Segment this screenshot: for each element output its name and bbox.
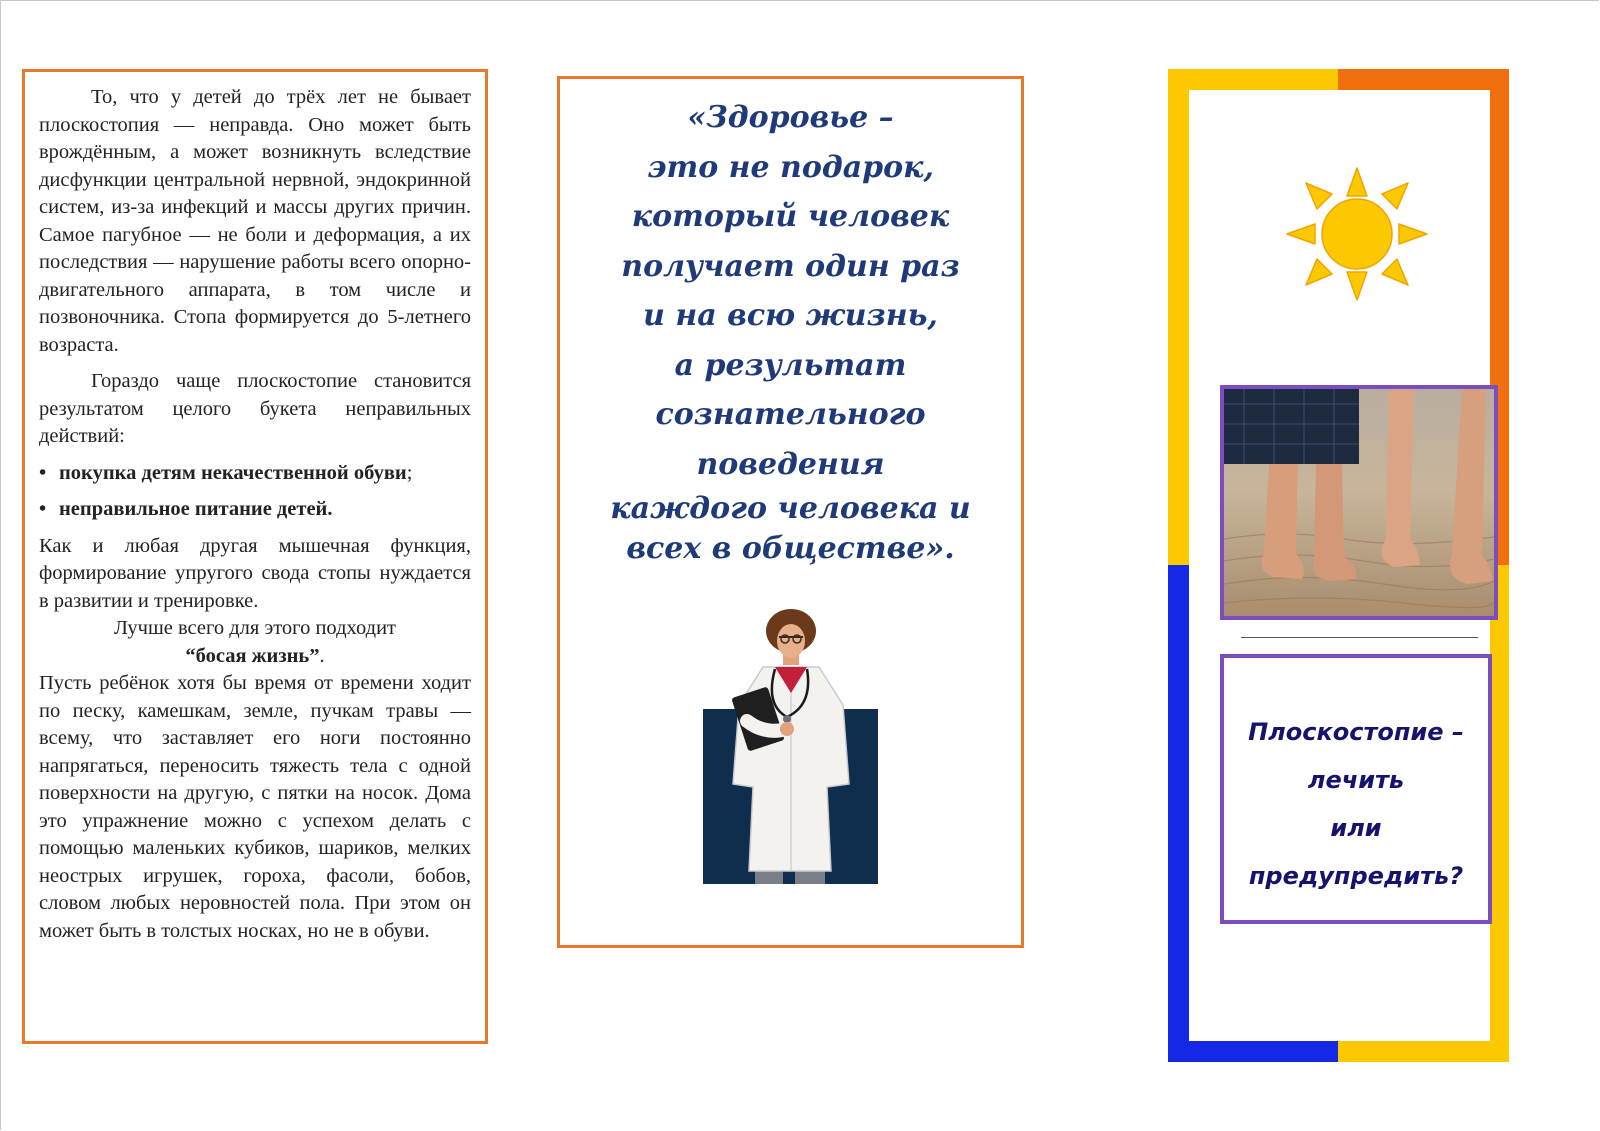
best-way-text: Лучше всего для этого подходит bbox=[113, 617, 396, 639]
barefoot-life-punct: . bbox=[319, 644, 325, 667]
quote-line: каждого человека и bbox=[610, 491, 971, 526]
paragraph-congenital: То, что у детей до трёх лет не бывает плоскостопия — неправда. Оно может быть врождённым, а может возникнуть вследствие дисфункции центральной нервной, эндокринной систем, из-за инфекций и массы других причин. Самое пагубное — не боли и деформация, а их последствия — нарушение работы всего опорно-двигательного аппарата, в том числе и позвоночника. Стопа формируется до 5-летнего возраста. bbox=[39, 86, 471, 356]
feet-photo-image bbox=[1224, 389, 1494, 616]
list-item-shoes-text: покупка детям некачественной обуви bbox=[59, 461, 407, 484]
title-line: Плоскостопие – bbox=[1248, 718, 1464, 746]
frame-blue-left-lower bbox=[1168, 565, 1189, 1062]
barefoot-life-text: “босая жизнь” bbox=[185, 644, 320, 667]
title-line: лечить bbox=[1307, 766, 1405, 794]
causes-list bbox=[39, 460, 471, 524]
doctor-illustration bbox=[703, 609, 878, 884]
quote-line: а результат bbox=[674, 347, 907, 383]
quote-line: который человек bbox=[631, 199, 950, 234]
left-panel bbox=[22, 69, 488, 1044]
quote-line: и на всю жизнь, bbox=[643, 298, 938, 333]
quote-line: «Здоровье – bbox=[687, 100, 894, 135]
cover-panel bbox=[1168, 69, 1509, 1062]
frame-yellow-left-upper bbox=[1168, 69, 1189, 565]
quote-line: это не подарок, bbox=[647, 149, 934, 185]
title-line: предупредить? bbox=[1248, 862, 1464, 890]
quote-line: получает один раз bbox=[621, 248, 960, 284]
quote-line: поведения bbox=[696, 446, 885, 482]
title-box bbox=[1220, 654, 1492, 924]
feet-photo bbox=[1220, 385, 1498, 620]
paragraph-training: Как и любая другая мышечная функция, формирование упругого свода стопы нуждается в развитии и тренировке. bbox=[39, 534, 471, 612]
middle-panel bbox=[557, 76, 1024, 948]
frame-yellow-bottom-right bbox=[1338, 1041, 1509, 1062]
frame-orange-top-right bbox=[1338, 69, 1509, 90]
paragraph-best-way bbox=[39, 615, 471, 670]
cover-inner bbox=[1189, 90, 1490, 1041]
frame-yellow-top-left bbox=[1168, 69, 1338, 90]
quote-line: сознательного bbox=[655, 397, 926, 432]
paragraph-causes-intro: Гораздо чаще плоскостопие становится результатом целого букета неправильных действий: bbox=[39, 370, 471, 447]
list-item-shoes bbox=[59, 460, 471, 488]
list-item-nutrition: • неправильное питание детей. bbox=[59, 496, 471, 524]
paragraph-exercises: Пусть ребёнок хотя бы время от времени ходит по песку, камешкам, земле, пучкам травы — всему, что заставляет его ноги постоянно напрягаться, переносить тяжесть тела с одной поверхности на другую, с пятки на носок. Дома это упражнение можно с успехом делать с помощью маленьких кубиков, шариков, мелких неострых игрушек, гороха, фасоли, бобов, словом любых неровностей пола. При этом он может быть в толстых носках, но не в обуви. bbox=[39, 672, 471, 942]
frame-blue-bottom-left bbox=[1168, 1041, 1338, 1062]
title-line: или bbox=[1330, 814, 1382, 842]
sun-icon bbox=[1281, 163, 1433, 305]
list-item-shoes-punct: ; bbox=[406, 461, 413, 484]
title-divider bbox=[1241, 637, 1478, 638]
quote-line: всех в обществе». bbox=[626, 531, 955, 566]
health-quote bbox=[560, 93, 1021, 569]
